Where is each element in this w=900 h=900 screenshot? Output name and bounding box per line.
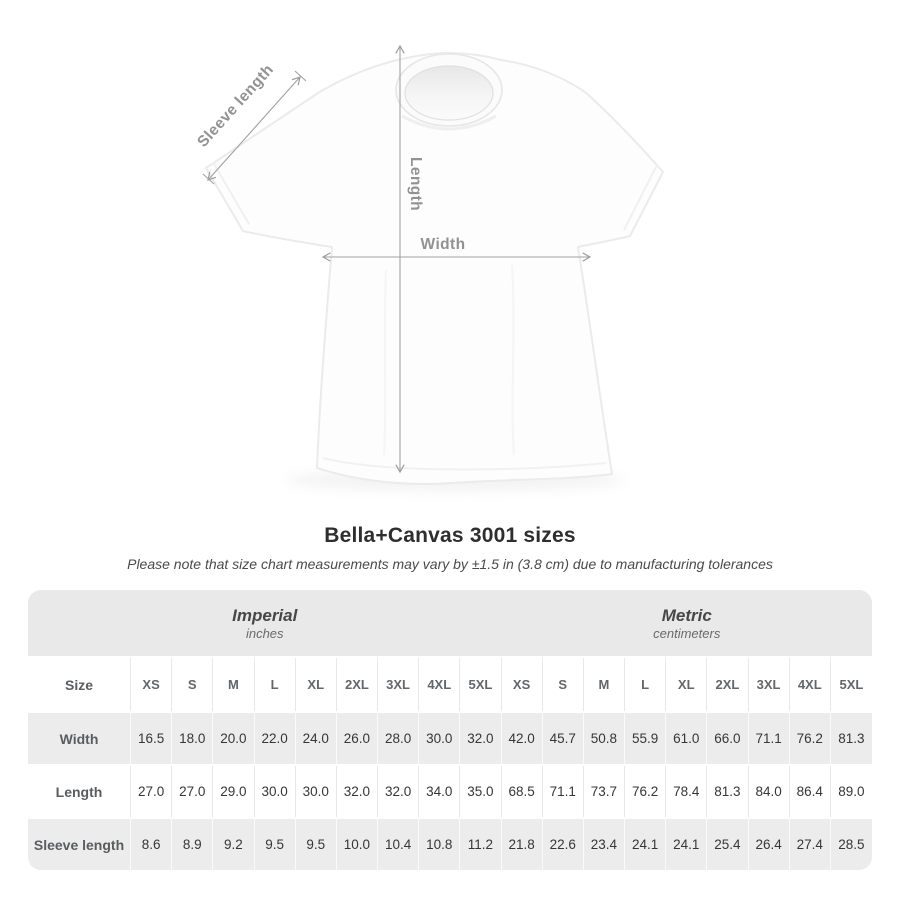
measurement-cell-metric: 71.1 <box>543 766 584 817</box>
size-header-imperial: S <box>172 658 213 711</box>
row-label: Length <box>28 766 131 817</box>
size-header-metric: XL <box>666 658 707 711</box>
row-label: Width <box>28 713 131 764</box>
measurement-cell-metric: 22.6 <box>543 819 584 870</box>
size-header-imperial: L <box>255 658 296 711</box>
size-header-metric: 5XL <box>831 658 872 711</box>
measurement-cell-metric: 21.8 <box>502 819 543 870</box>
size-header-imperial: XL <box>296 658 337 711</box>
measurement-cell-imperial: 18.0 <box>172 713 213 764</box>
measurement-cell-metric: 66.0 <box>707 713 748 764</box>
size-header-metric: 4XL <box>790 658 831 711</box>
measurement-cell-imperial: 27.0 <box>172 766 213 817</box>
sleeve-length-label: Sleeve length <box>194 61 278 151</box>
crease-line <box>512 265 514 455</box>
measurement-cell-imperial: 24.0 <box>296 713 337 764</box>
imperial-group-header <box>28 590 502 656</box>
measurement-cell-metric: 24.1 <box>625 819 666 870</box>
size-header-imperial: 3XL <box>378 658 419 711</box>
shirt-diagram <box>150 30 750 510</box>
measurement-cell-metric: 78.4 <box>666 766 707 817</box>
measurement-cell-metric: 86.4 <box>790 766 831 817</box>
measurement-cell-metric: 42.0 <box>502 713 543 764</box>
tolerance-note: Please note that size chart measurements may vary by ±1.5 in (3.8 cm) due to manufacturing tolerances <box>127 556 773 572</box>
length-label: Length <box>407 157 424 212</box>
size-header-metric: L <box>625 658 666 711</box>
measurement-cell-metric: 81.3 <box>831 713 872 764</box>
size-header-metric: 2XL <box>707 658 748 711</box>
measurement-cell-imperial: 10.4 <box>378 819 419 870</box>
measurement-cell-imperial: 26.0 <box>337 713 378 764</box>
measurement-cell-metric: 24.1 <box>666 819 707 870</box>
metric-label: Metric <box>661 605 712 625</box>
size-header-imperial: XS <box>131 658 172 711</box>
measurement-cell-imperial: 10.0 <box>337 819 378 870</box>
measurement-cell-metric: 55.9 <box>625 713 666 764</box>
measurement-cell-metric: 27.4 <box>790 819 831 870</box>
size-header-metric: 3XL <box>749 658 790 711</box>
measurement-cell-imperial: 27.0 <box>131 766 172 817</box>
size-header-imperial: M <box>213 658 254 711</box>
measurement-cell-metric: 50.8 <box>584 713 625 764</box>
measurement-cell-metric: 26.4 <box>749 819 790 870</box>
size-header-metric: XS <box>502 658 543 711</box>
measurement-cell-metric: 25.4 <box>707 819 748 870</box>
measurement-cell-imperial: 32.0 <box>337 766 378 817</box>
measurement-cell-imperial: 35.0 <box>460 766 501 817</box>
size-header-imperial: 2XL <box>337 658 378 711</box>
measurement-cell-imperial: 34.0 <box>419 766 460 817</box>
metric-group-header <box>502 590 873 656</box>
measurement-cell-imperial: 28.0 <box>378 713 419 764</box>
measurement-cell-imperial: 30.0 <box>255 766 296 817</box>
measurement-cell-metric: 76.2 <box>625 766 666 817</box>
size-header-metric: S <box>543 658 584 711</box>
measurement-cell-imperial: 11.2 <box>460 819 501 870</box>
measurement-cell-metric: 81.3 <box>707 766 748 817</box>
size-table <box>28 590 872 870</box>
size-header-metric: M <box>584 658 625 711</box>
row-label: Sleeve length <box>28 819 131 870</box>
measurement-cell-metric: 61.0 <box>666 713 707 764</box>
measurement-cell-imperial: 9.5 <box>255 819 296 870</box>
measurement-cell-metric: 68.5 <box>502 766 543 817</box>
measurement-cell-imperial: 9.5 <box>296 819 337 870</box>
measurement-cell-imperial: 16.5 <box>131 713 172 764</box>
measurement-cell-imperial: 22.0 <box>255 713 296 764</box>
measurement-cell-metric: 73.7 <box>584 766 625 817</box>
imperial-unit: inches <box>245 625 284 641</box>
tshirt-illustration <box>150 30 750 510</box>
measurement-cell-metric: 76.2 <box>790 713 831 764</box>
size-header-imperial: 5XL <box>460 658 501 711</box>
imperial-label: Imperial <box>232 605 298 625</box>
metric-unit: centimeters <box>653 625 721 641</box>
measurement-cell-imperial: 32.0 <box>460 713 501 764</box>
size-table-grid <box>28 590 872 870</box>
measurement-cell-imperial: 30.0 <box>296 766 337 817</box>
measurement-cell-metric: 23.4 <box>584 819 625 870</box>
measurement-cell-metric: 89.0 <box>831 766 872 817</box>
measurement-cell-imperial: 9.2 <box>213 819 254 870</box>
measurement-cell-metric: 45.7 <box>543 713 584 764</box>
page-title: Bella+Canvas 3001 sizes <box>324 524 576 547</box>
measurement-cell-metric: 84.0 <box>749 766 790 817</box>
collar-inner <box>405 66 493 120</box>
size-header-imperial: 4XL <box>419 658 460 711</box>
measurement-cell-imperial: 8.6 <box>131 819 172 870</box>
measurement-cell-imperial: 30.0 <box>419 713 460 764</box>
measurement-cell-imperial: 29.0 <box>213 766 254 817</box>
crease-line <box>384 270 386 455</box>
measurement-cell-imperial: 8.9 <box>172 819 213 870</box>
measurement-cell-imperial: 32.0 <box>378 766 419 817</box>
width-label: Width <box>420 236 466 253</box>
measurement-cell-metric: 28.5 <box>831 819 872 870</box>
measurement-cell-imperial: 10.8 <box>419 819 460 870</box>
size-column-header: Size <box>28 658 131 711</box>
measurement-cell-imperial: 20.0 <box>213 713 254 764</box>
measurement-cell-metric: 71.1 <box>749 713 790 764</box>
